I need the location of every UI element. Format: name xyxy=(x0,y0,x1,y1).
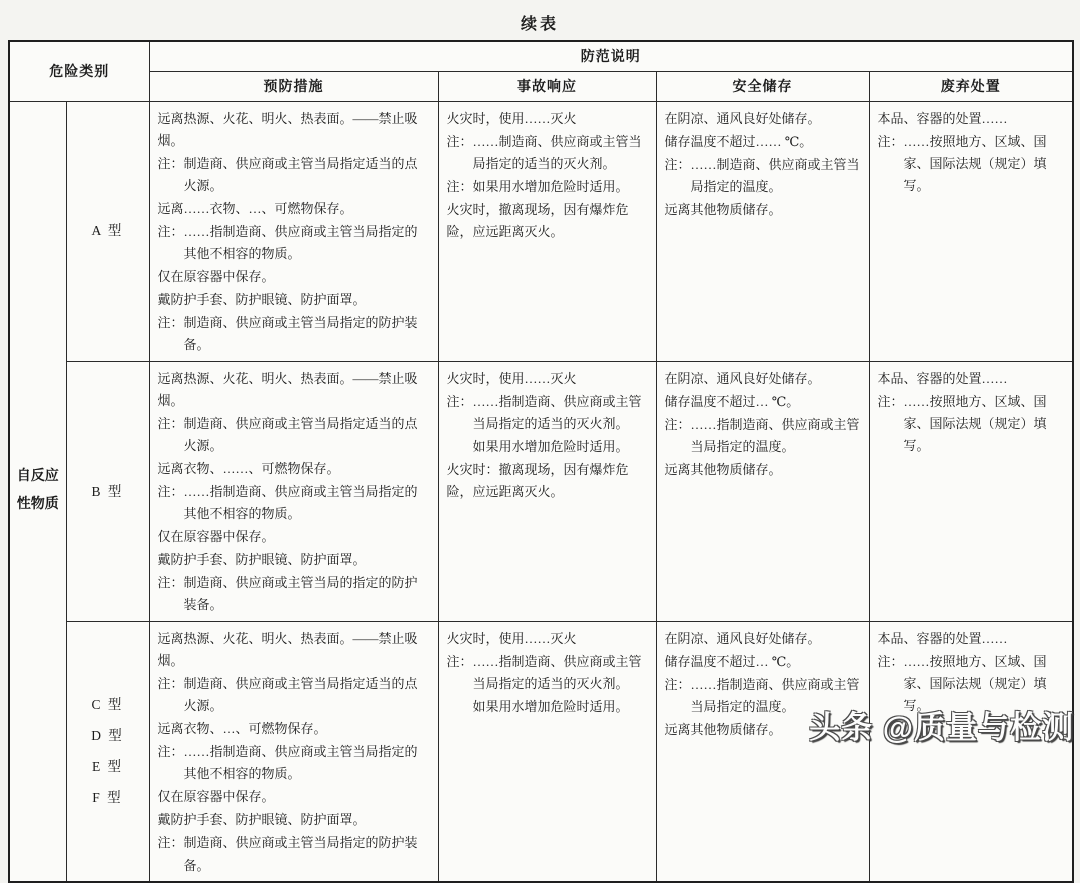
text-line: 注：……指制造商、供应商或主管当局指定的适当的灭火剂。 xyxy=(446,393,642,431)
text-line: 远离衣物、……、可燃物保存。 xyxy=(157,460,340,476)
text-line: 储存温度不超过…… ℃。 xyxy=(664,133,813,149)
text-line: 火灾时：撤离现场，因有爆炸危险，应远距离灭火。 xyxy=(446,461,629,499)
prevention-cell-cdef xyxy=(149,621,438,882)
text-line: A 型 xyxy=(91,223,124,239)
text-line: 远离热源、火花、明火、热表面。——禁止吸烟。 xyxy=(157,370,418,408)
column-header-disposal: 废弃处置 xyxy=(869,71,1073,101)
text-line: 在阴凉、通风良好处储存。 xyxy=(664,110,821,126)
text-line: 远离衣物、…、可燃物保存。 xyxy=(157,720,327,736)
text-line: 在阴凉、通风良好处储存。 xyxy=(664,370,821,386)
category-cell xyxy=(9,101,66,882)
table-row xyxy=(9,101,1073,361)
text-line: 注：……指制造商、供应商或主管当局指定的温度。 xyxy=(664,416,860,454)
text-line: 注：如果用水增加危险时适用。 xyxy=(446,178,629,194)
text-line: 注：制造商、供应商或主管当局的指定的防护装备。 xyxy=(157,575,418,613)
text-line: 注：……指制造商、供应商或主管当局指定的其他不相容的物质。 xyxy=(157,484,418,522)
text-line: 如果用水增加危险时适用。 xyxy=(472,438,629,454)
text-line: 火灾时，使用……灭火 xyxy=(446,370,577,386)
text-line: 本品、容器的处置…… xyxy=(877,370,1008,386)
type-cell-a xyxy=(66,101,149,361)
disposal-cell-b xyxy=(869,361,1073,621)
text-line: 在阴凉、通风良好处储存。 xyxy=(664,630,821,646)
text-line: 注：……指制造商、供应商或主管当局指定的适当的灭火剂。 xyxy=(446,653,642,691)
text-line: 戴防护手套、防护眼镜、防护面罩。 xyxy=(157,292,366,308)
text-line: E 型 xyxy=(91,759,124,775)
text-line: 远离其他物质储存。 xyxy=(664,721,782,737)
text-line: 远离其他物质储存。 xyxy=(664,201,782,217)
text-line: 火灾时，使用……灭火 xyxy=(446,110,577,126)
text-line: 远离……衣物、…、可燃物保存。 xyxy=(157,200,353,216)
prevention-cell-b xyxy=(149,361,438,621)
text-line: 远离热源、火花、明火、热表面。——禁止吸烟。 xyxy=(157,630,418,668)
response-cell-cdef xyxy=(438,621,656,882)
text-line: 注：……指制造商、供应商或主管当局指定的其他不相容的物质。 xyxy=(157,744,418,782)
prevention-cell-a xyxy=(149,101,438,361)
text-line: 注：……按照地方、区域、国家、国际法规（规定）填写。 xyxy=(877,133,1047,193)
text-line: 自反应 xyxy=(16,469,59,485)
text-line: 储存温度不超过… ℃。 xyxy=(664,653,800,669)
text-line: 注：制造商、供应商或主管当局指定的防护装备。 xyxy=(157,315,418,353)
text-line: 戴防护手套、防护眼镜、防护面罩。 xyxy=(157,812,366,828)
text-line: 仅在原容器中保存。 xyxy=(157,529,275,545)
text-line: B 型 xyxy=(91,483,124,499)
text-line: 注：制造商、供应商或主管当局指定适当的点火源。 xyxy=(157,675,418,713)
page-title: 续表 xyxy=(520,16,559,33)
text-line: 注：……制造商、供应商或主管当局指定的温度。 xyxy=(664,156,860,194)
storage-cell-cdef xyxy=(656,621,869,882)
text-line: 性物质 xyxy=(16,497,59,513)
watermark: 头条 @质量与检测 xyxy=(809,710,1074,745)
text-line: 注：……指制造商、供应商或主管当局指定的其他不相容的物质。 xyxy=(157,223,418,262)
text-line: 仅在原容器中保存。 xyxy=(157,269,275,285)
text-line: C 型 xyxy=(91,696,124,712)
disposal-cell-a xyxy=(869,101,1073,361)
text-line: F 型 xyxy=(92,790,123,806)
text-line: 注：……制造商、供应商或主管当局指定的适当的灭火剂。 xyxy=(446,133,642,171)
text-line: 火灾时，撤离现场，因有爆炸危险，应远距离灭火。 xyxy=(446,201,629,239)
storage-cell-b xyxy=(656,361,869,621)
text-line: 仅在原容器中保存。 xyxy=(157,789,275,805)
table-row xyxy=(9,621,1073,882)
text-line: 注：……按照地方、区域、国家、国际法规（规定）填写。 xyxy=(877,393,1047,453)
hazard-category-header: 危险类别 xyxy=(9,41,149,101)
header-row-2 xyxy=(9,71,1073,101)
text-line: 远离热源、火花、明火、热表面。——禁止吸烟。 xyxy=(157,110,418,148)
response-cell-a xyxy=(438,101,656,361)
text-line: 火灾时，使用……灭火 xyxy=(446,630,577,646)
text-line: 本品、容器的处置…… xyxy=(877,630,1008,646)
text-line: 储存温度不超过… ℃。 xyxy=(664,393,800,409)
precaution-table xyxy=(8,40,1074,883)
text-line: D 型 xyxy=(91,728,124,744)
header-row-1 xyxy=(9,41,1073,71)
disposal-cell-cdef xyxy=(869,621,1073,882)
text-line: 本品、容器的处置…… xyxy=(877,110,1008,126)
precaution-group-header: 防范说明 xyxy=(149,41,1073,71)
response-cell-b xyxy=(438,361,656,621)
text-line: 注：……按照地方、区域、国家、国际法规（规定）填写。 xyxy=(877,653,1047,713)
text-line: 注：制造商、供应商或主管当局指定的防护装备。 xyxy=(157,835,418,873)
text-line: 远离其他物质储存。 xyxy=(664,461,782,477)
column-header-prevention: 预防措施 xyxy=(149,71,438,101)
text-line: 注：制造商、供应商或主管当局指定适当的点火源。 xyxy=(157,155,418,193)
text-line: 戴防护手套、防护眼镜、防护面罩。 xyxy=(157,552,366,568)
type-cell-b xyxy=(66,361,149,621)
column-header-storage: 安全储存 xyxy=(656,71,869,101)
text-line: 注：……指制造商、供应商或主管当局指定的温度。 xyxy=(664,676,860,714)
column-header-response: 事故响应 xyxy=(438,71,656,101)
storage-cell-a xyxy=(656,101,869,361)
text-line: 注：制造商、供应商或主管当局指定适当的点火源。 xyxy=(157,415,418,453)
text-line: 如果用水增加危险时适用。 xyxy=(472,698,629,714)
table-row xyxy=(9,361,1073,621)
type-cell-cdef xyxy=(66,621,149,882)
